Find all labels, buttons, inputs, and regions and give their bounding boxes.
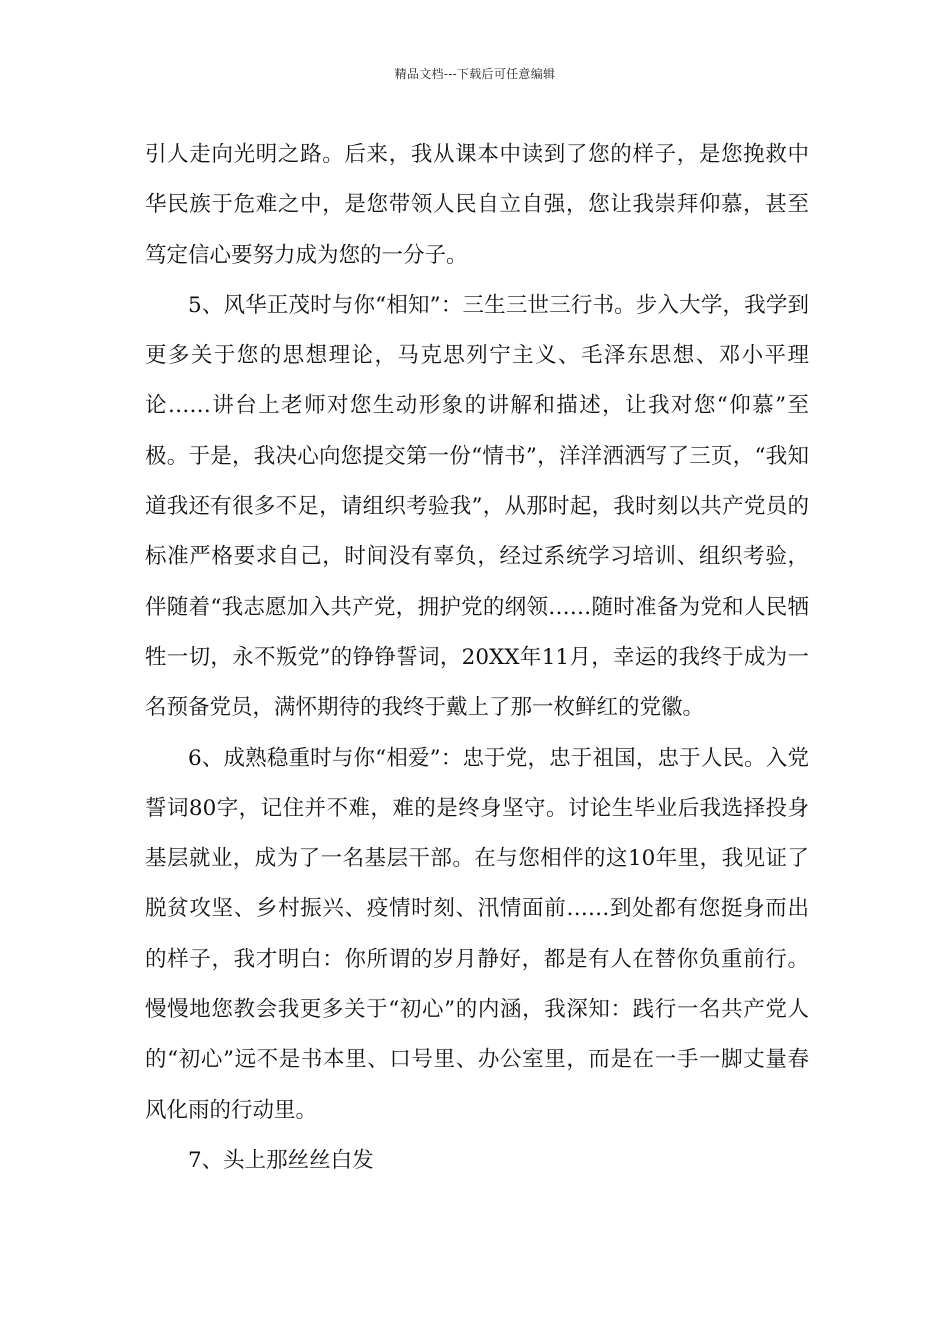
paragraph-continuation: 引人走向光明之路。后来，我从课本中读到了您的样子，是您挽救中华民族于危难之中，是您带领人民自立自强，您让我崇拜仰慕，甚至笃定信心要努力成为您的一分子。 — [145, 142, 809, 268]
document-body — [145, 130, 809, 1186]
page-header: 精品文档---下载后可任意编辑 — [394, 67, 556, 81]
paragraph-section-7-heading: 7、头上那丝丝白发 — [188, 1147, 374, 1173]
paragraph-section-5: 5、风华正茂时与你“相知”：三生三世三行书。步入大学，我学到更多关于您的思想理论，马克思列宁主义、毛泽东思想、邓小平理论……讲台上老师对您生动形象的讲解和描述，让我对您“仰慕”至极。于是，我决心向您提交第一份“情书”，洋洋洒洒写了三页，“我知道我还有很多不足，请组织考验我”，从那时起，我时刻以共产党员的标准严格要求自己，时间没有辜负，经过系统学习培训、组织考验，伴随着“我志愿加入共产党，拥护党的纲领……随时准备为党和人民牺牲一切，永不叛党”的铮铮誓词，20XX年11月，幸运的我终于成为一名预备党员，满怀期待的我终于戴上了那一枚鲜红的党徽。 — [145, 292, 809, 721]
paragraph-section-6: 6、成熟稳重时与你“相爱”：忠于党，忠于祖国，忠于人民。入党誓词80字，记住并不难，难的是终身坚守。讨论生毕业后我选择投身基层就业，成为了一名基层干部。在与您相伴的这10年里，我见证了脱贫攻坚、乡村振兴、疫情时刻、汛情面前……到处都有您挺身而出的样子，我才明白：你所谓的岁月静好，都是有人在替你负重前行。慢慢地您教会我更多关于“初心”的内涵，我深知：践行一名共产党人的“初心”远不是书本里、口号里、办公室里，而是在一手一脚丈量春风化雨的行动里。 — [145, 745, 809, 1123]
